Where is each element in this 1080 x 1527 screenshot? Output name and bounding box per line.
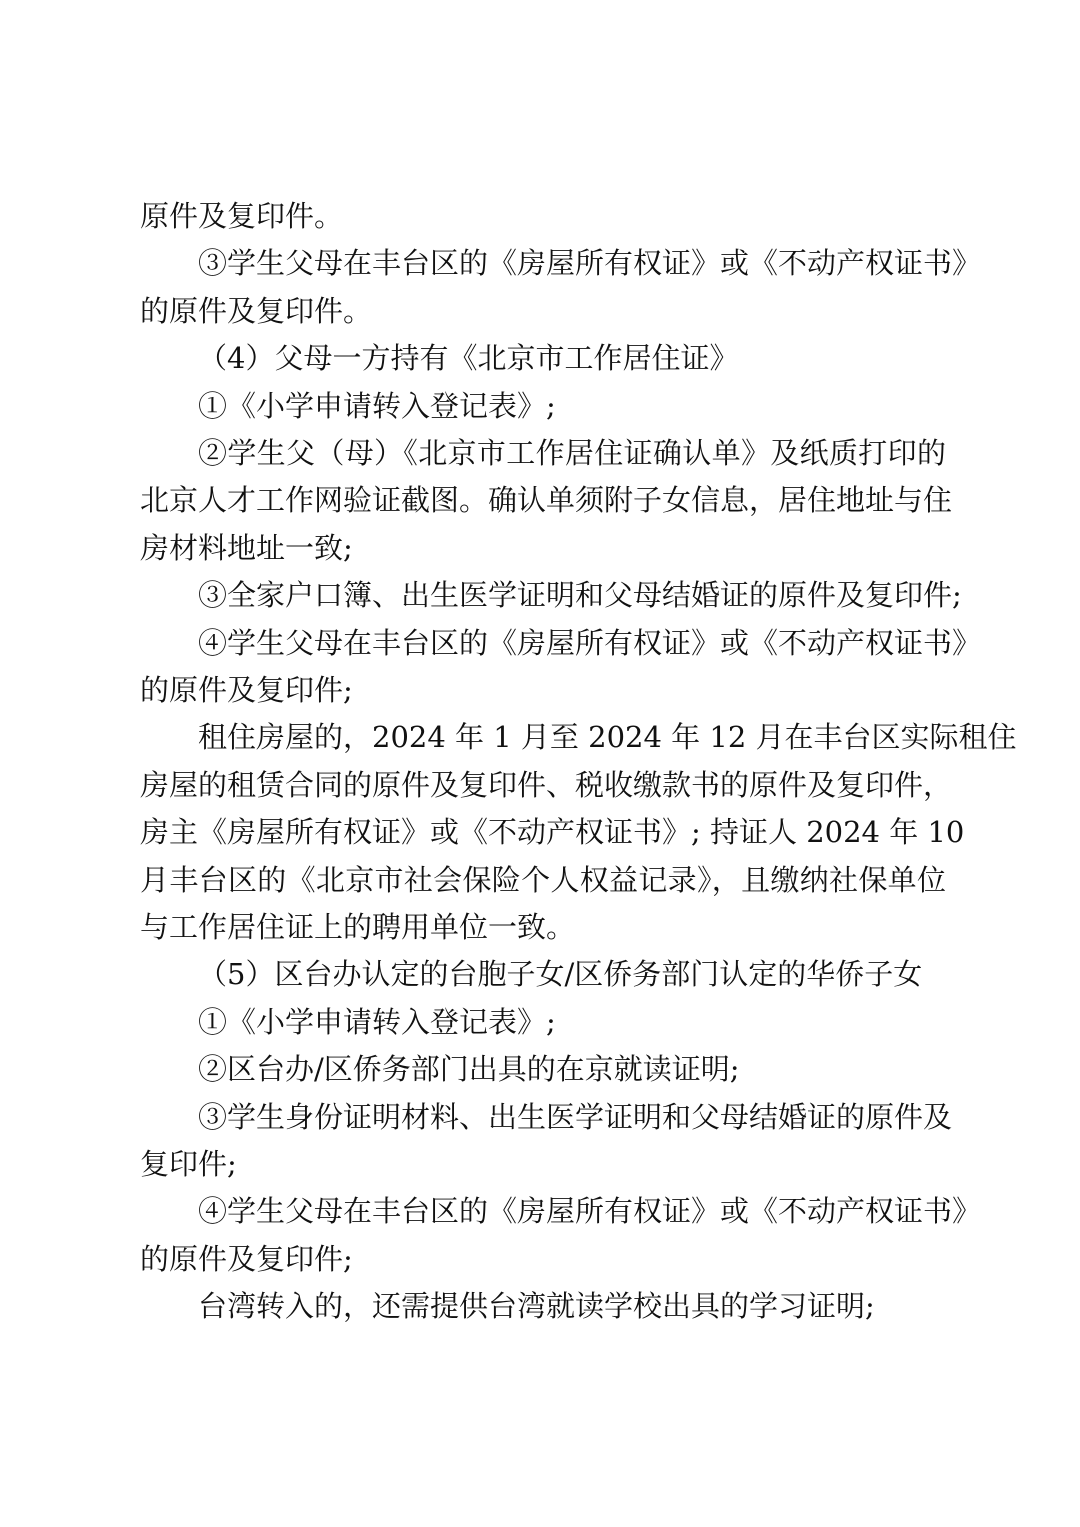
- text-line-21: 复印件;: [140, 1147, 237, 1181]
- text-line-14: 房主《房屋所有权证》或《不动产权证书》; 持证人 2024 年 10: [140, 815, 965, 849]
- text-line-10: ④学生父母在丰台区的《房屋所有权证》或《不动产权证书》: [198, 626, 982, 660]
- text-line-24: 台湾转入的，还需提供台湾就读学校出具的学习证明;: [198, 1289, 875, 1323]
- text-line-23: 的原件及复印件;: [140, 1242, 353, 1276]
- text-line-8: 房材料地址一致;: [140, 531, 353, 565]
- text-line-1: 原件及复印件。: [140, 199, 344, 233]
- text-line-12: 租住房屋的，2024 年 1 月至 2024 年 12 月在丰台区实际租住: [198, 720, 1017, 754]
- text-line-20: ③学生身份证明材料、出生医学证明和父母结婚证的原件及: [198, 1100, 953, 1134]
- text-line-19: ②区台办/区侨务部门出具的在京就读证明;: [198, 1052, 740, 1086]
- text-line-22: ④学生父母在丰台区的《房屋所有权证》或《不动产权证书》: [198, 1194, 982, 1228]
- text-line-7: 北京人才工作网验证截图。确认单须附子女信息，居住地址与住: [140, 483, 953, 517]
- text-line-9: ③全家户口簿、出生医学证明和父母结婚证的原件及复印件;: [198, 578, 962, 612]
- text-line-6: ②学生父（母）《北京市工作居住证确认单》及纸质打印的: [198, 436, 946, 470]
- text-line-5: ①《小学申请转入登记表》;: [198, 389, 556, 423]
- text-line-11: 的原件及复印件;: [140, 673, 353, 707]
- section-heading-5: （5）区台办认定的台胞子女/区侨务部门认定的华侨子女: [198, 957, 923, 991]
- text-line-16: 与工作居住证上的聘用单位一致。: [140, 910, 576, 944]
- section-heading-4: （4）父母一方持有《北京市工作居住证》: [198, 341, 739, 375]
- text-line-15: 月丰台区的《北京市社会保险个人权益记录》，且缴纳社保单位: [140, 863, 946, 897]
- text-line-2: ③学生父母在丰台区的《房屋所有权证》或《不动产权证书》: [198, 246, 982, 280]
- text-line-3: 的原件及复印件。: [140, 294, 373, 328]
- text-line-18: ①《小学申请转入登记表》;: [198, 1005, 556, 1039]
- text-line-13: 房屋的租赁合同的原件及复印件、税收缴款书的原件及复印件，: [140, 768, 953, 802]
